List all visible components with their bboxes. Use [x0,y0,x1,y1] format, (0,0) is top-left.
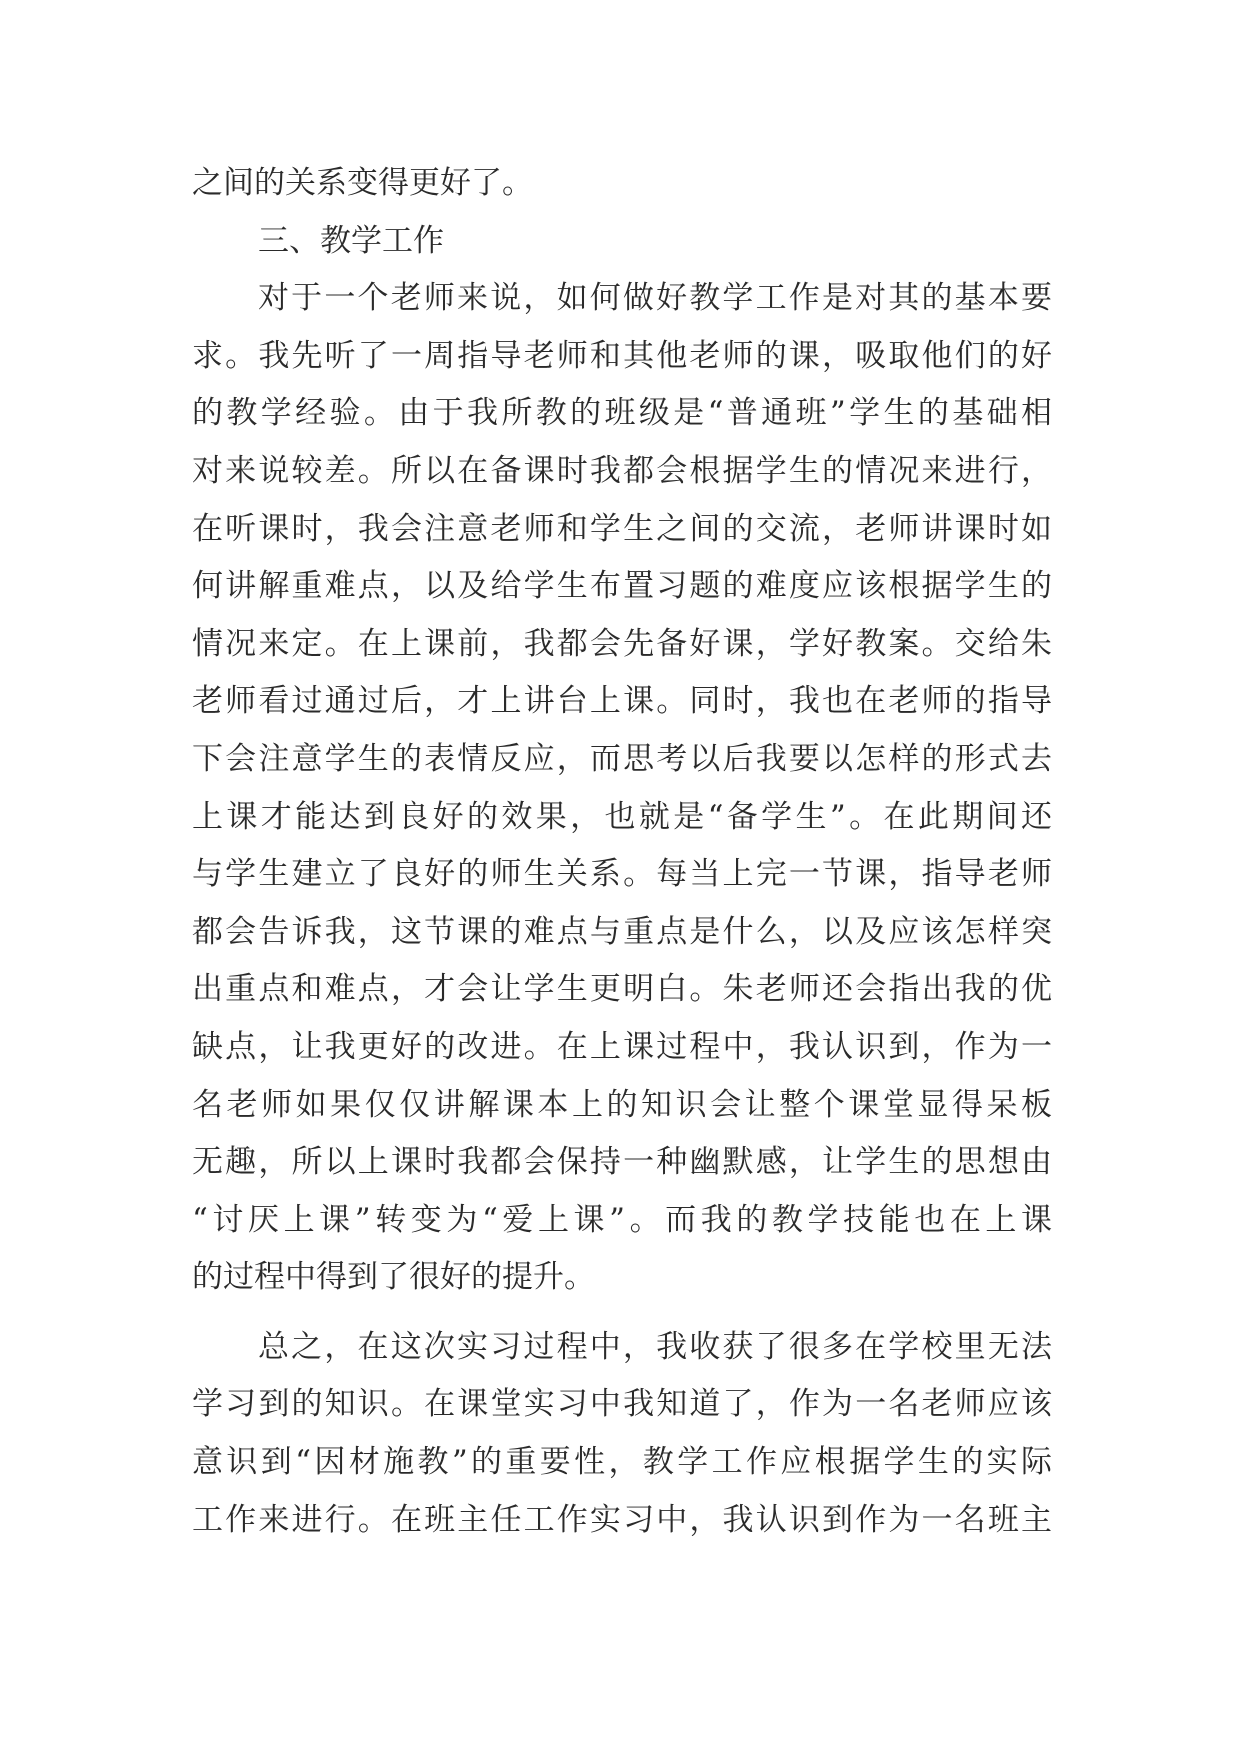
text-line: 缺点，让我更好的改进。在上课过程中，我认识到，作为一 [192,1028,1052,1065]
text-line: 出重点和难点，才会让学生更明白。朱老师还会指出我的优 [192,971,1052,1008]
text-line: 与学生建立了良好的师生关系。每当上完一节课，指导老师 [192,856,1052,893]
text-line: 工作来进行。在班主任工作实习中，我认识到作为一名班主 [192,1501,1052,1538]
text-line: 对于一个老师来说，如何做好教学工作是对其的基本要 [258,280,1052,317]
text-line: 上课才能达到良好的效果，也就是“备学生”。在此期间还 [192,798,1052,835]
text-line: 学习到的知识。在课堂实习中我知道了，作为一名老师应该 [192,1386,1052,1423]
text-line: 下会注意学生的表情反应，而思考以后我要以怎样的形式去 [192,740,1052,777]
text-line: 求。我先听了一周指导老师和其他老师的课，吸取他们的好 [192,337,1052,374]
text-line: 都会告诉我，这节课的难点与重点是什么，以及应该怎样突 [192,913,1052,950]
text-line: 名老师如果仅仅讲解课本上的知识会让整个课堂显得呆板 [192,1086,1052,1123]
text-line: 三、教学工作 [258,222,444,259]
text-line: “讨厌上课”转变为“爱上课”。而我的教学技能也在上课 [192,1201,1052,1238]
text-line: 的过程中得到了很好的提升。 [192,1259,595,1296]
text-line: 总之，在这次实习过程中，我收获了很多在学校里无法 [258,1328,1052,1365]
document-body [192,155,1052,1549]
text-line: 情况来定。在上课前，我都会先备好课，学好教案。交给朱 [192,625,1052,662]
text-line: 老师看过通过后，才上讲台上课。同时，我也在老师的指导 [192,683,1052,720]
text-line: 的教学经验。由于我所教的班级是“普通班”学生的基础相 [192,395,1052,432]
text-line: 之间的关系变得更好了。 [192,165,533,201]
text-line: 意识到“因材施教”的重要性，教学工作应根据学生的实际 [192,1444,1052,1481]
text-line: 无趣，所以上课时我都会保持一种幽默感，让学生的思想由 [192,1144,1052,1181]
text-line: 在听课时，我会注意老师和学生之间的交流，老师讲课时如 [192,510,1052,547]
text-line: 何讲解重难点，以及给学生布置习题的难度应该根据学生的 [192,568,1052,605]
text-line: 对来说较差。所以在备课时我都会根据学生的情况来进行， [192,452,1052,489]
